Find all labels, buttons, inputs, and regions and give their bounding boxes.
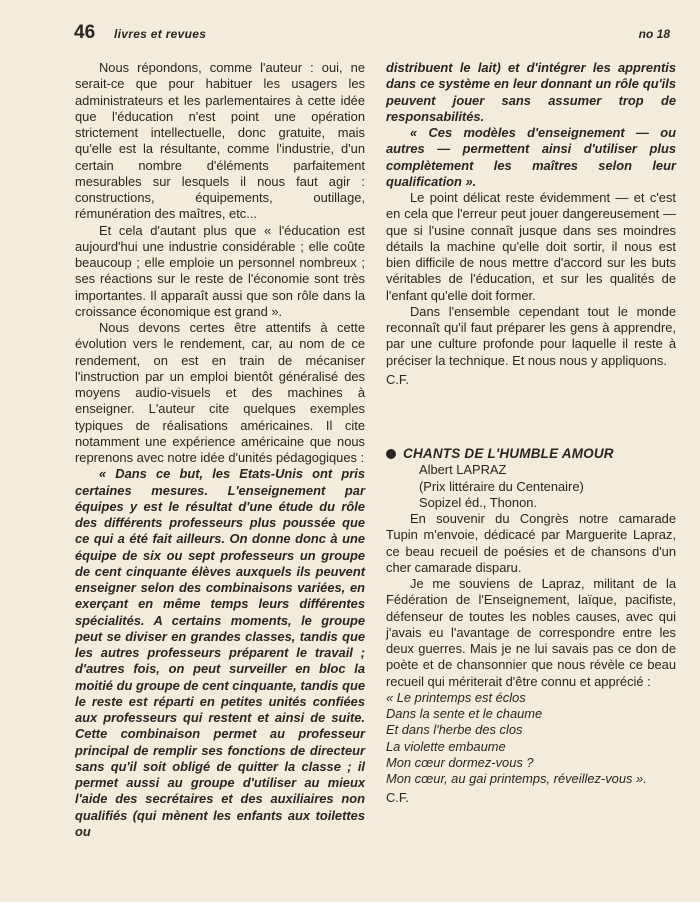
paragraph: Le point délicat reste évidemment — et c'est en cela que l'erreur peut jouer dangereusement — que si l'usine connaît jusque dans ses moindres détails la machine qu'elle doit sortir, il nous est bien difficile de nous mettre d'accord sur les buts véritables de l'éducation, et sur les qualités de l'enfant qu'elle doit former. (386, 190, 676, 303)
paragraph: Nous devons certes être attentifs à cette évolution vers le rendement, car, au nom de ce rendement, on est en train de mécaniser l'instruction par un emploi bientôt généralisé des moyens audio-visuels et des machines à enseigner. L'auteur cite quelques exemples typiques de réalisations américaines. Il cite notamment une expérience américaine que nous reprenons avec notre idée d'unités pédagogiques : (75, 320, 365, 465)
article-publisher: Sopizel éd., Thonon. (419, 494, 538, 510)
article-heading (386, 446, 676, 462)
section-title: livres et revues (114, 27, 207, 41)
poem-line: « Le printemps est éclos (386, 689, 526, 705)
quoted-passage-continued: distribuent le lait) et d'intégrer les apprentis dans ce système en leur donnant un rôle qu'ils peuvent jouer sans assumer trop de responsabilités. (386, 60, 676, 124)
article-title: CHANTS DE L'HUMBLE AMOUR (403, 446, 614, 461)
quoted-passage: « Dans ce but, les Etats-Unis ont pris certaines mesures. L'enseignement par équipes y est le résultat d'une étude du rôle des différents professeurs plus poussée que ce qui a été fait ailleurs. On donne donc à une équipe de six ou sept professeurs un groupe de cent cinquante élèves auxquels ils peuvent enseigner selon des combinaisons variées, en exerçant en même temps leurs différentes spécialités. A certains moments, le groupe peut se diviser en grandes classes, tandis que les autres professeurs préparent le travail ; d'autres fois, on peut surveiller en bloc la moitié du groupe de cent cinquante, tandis que le reste est réparti en petites unités confiées aux professeurs qui restent et ainsi de suite. Cette combinaison permet au professeur principal de remplir ses fonctions de directeur sans qu'il soit obligé de quitter la classe ; il permet aussi au groupe d'utiliser au mieux l'aide des secrétaires et des auxiliaires non qualifiés (qui mènent les enfants aux toilettes ou (75, 466, 365, 839)
article-author: Albert LAPRAZ (419, 462, 507, 478)
right-column (386, 60, 676, 807)
paragraph: Nous répondons, comme l'auteur : oui, ne serait-ce que pour habituer les usagers les administrateurs et les parlementaires à cette idée que l'éducation n'est point une opération strictement intellectuelle, donc gratuite, mais qu'elle est la résultante, comme l'industrie, d'un certain nombre d'éléments parfaitement mesurables sur lesquels il nous faut agir : constructions, équipements, outillage, rémunération des maîtres, etc... (75, 60, 365, 222)
paragraph: Et cela d'autant plus que « l'éducation est aujourd'hui une industrie considérable ; elle coûte beaucoup ; elle emploie un personnel nombreux ; ses réactions sur le reste de l'économie sont très importantes. Il apparaît aussi que son rôle dans la croissance économique est grand ». (75, 222, 365, 319)
poem-line: Mon cœur dormez-vous ? (386, 754, 534, 770)
poem-line: Dans la sente et le chaume (386, 706, 543, 721)
signature: C.F. (386, 371, 409, 387)
poem-line: La violette embaume (386, 738, 506, 754)
article-award: (Prix littéraire du Centenaire) (419, 478, 584, 494)
poem (386, 690, 676, 788)
poem-line: Et dans l'herbe des clos (386, 722, 523, 738)
signature: C.F. (386, 790, 409, 806)
paragraph: Je me souviens de Lapraz, militant de la Fédération de l'Enseignement, laïque, pacifiste, défenseur de toutes les nobles causes, avec qui j'avais eu l'avantage de correspondre entre les deux guerres. Mais je ne lui savais pas ce don de poète et de chansonnier que nous révèle ce beau recueil qui mériterait d'être connu et apprécié : (386, 576, 676, 689)
page-number: 46 (74, 22, 96, 43)
paragraph: En souvenir du Congrès notre camarade Tupin m'envoie, dédicacé par Marguerite Lapraz, ce beau recueil de poésies et de chansons d'un cher camarade disparu. (386, 511, 676, 575)
paragraph: Dans l'ensemble cependant tout le monde reconnaît qu'il faut préparer les gens à apprendre, par une culture profonde pour laquelle il reste à préciser la technique. Et nous nous y appliquons. (386, 303, 676, 368)
left-column (75, 60, 365, 840)
poem-line: Mon cœur, au gai printemps, réveillez-vous ». (386, 771, 647, 786)
issue-number: no 18 (638, 27, 670, 41)
bullet-icon (386, 449, 396, 459)
page-header (74, 22, 670, 44)
quoted-passage: « Ces modèles d'enseignement — ou autres — permettent ainsi d'utiliser plus complètement les maîtres selon leur qualification ». (386, 125, 676, 189)
